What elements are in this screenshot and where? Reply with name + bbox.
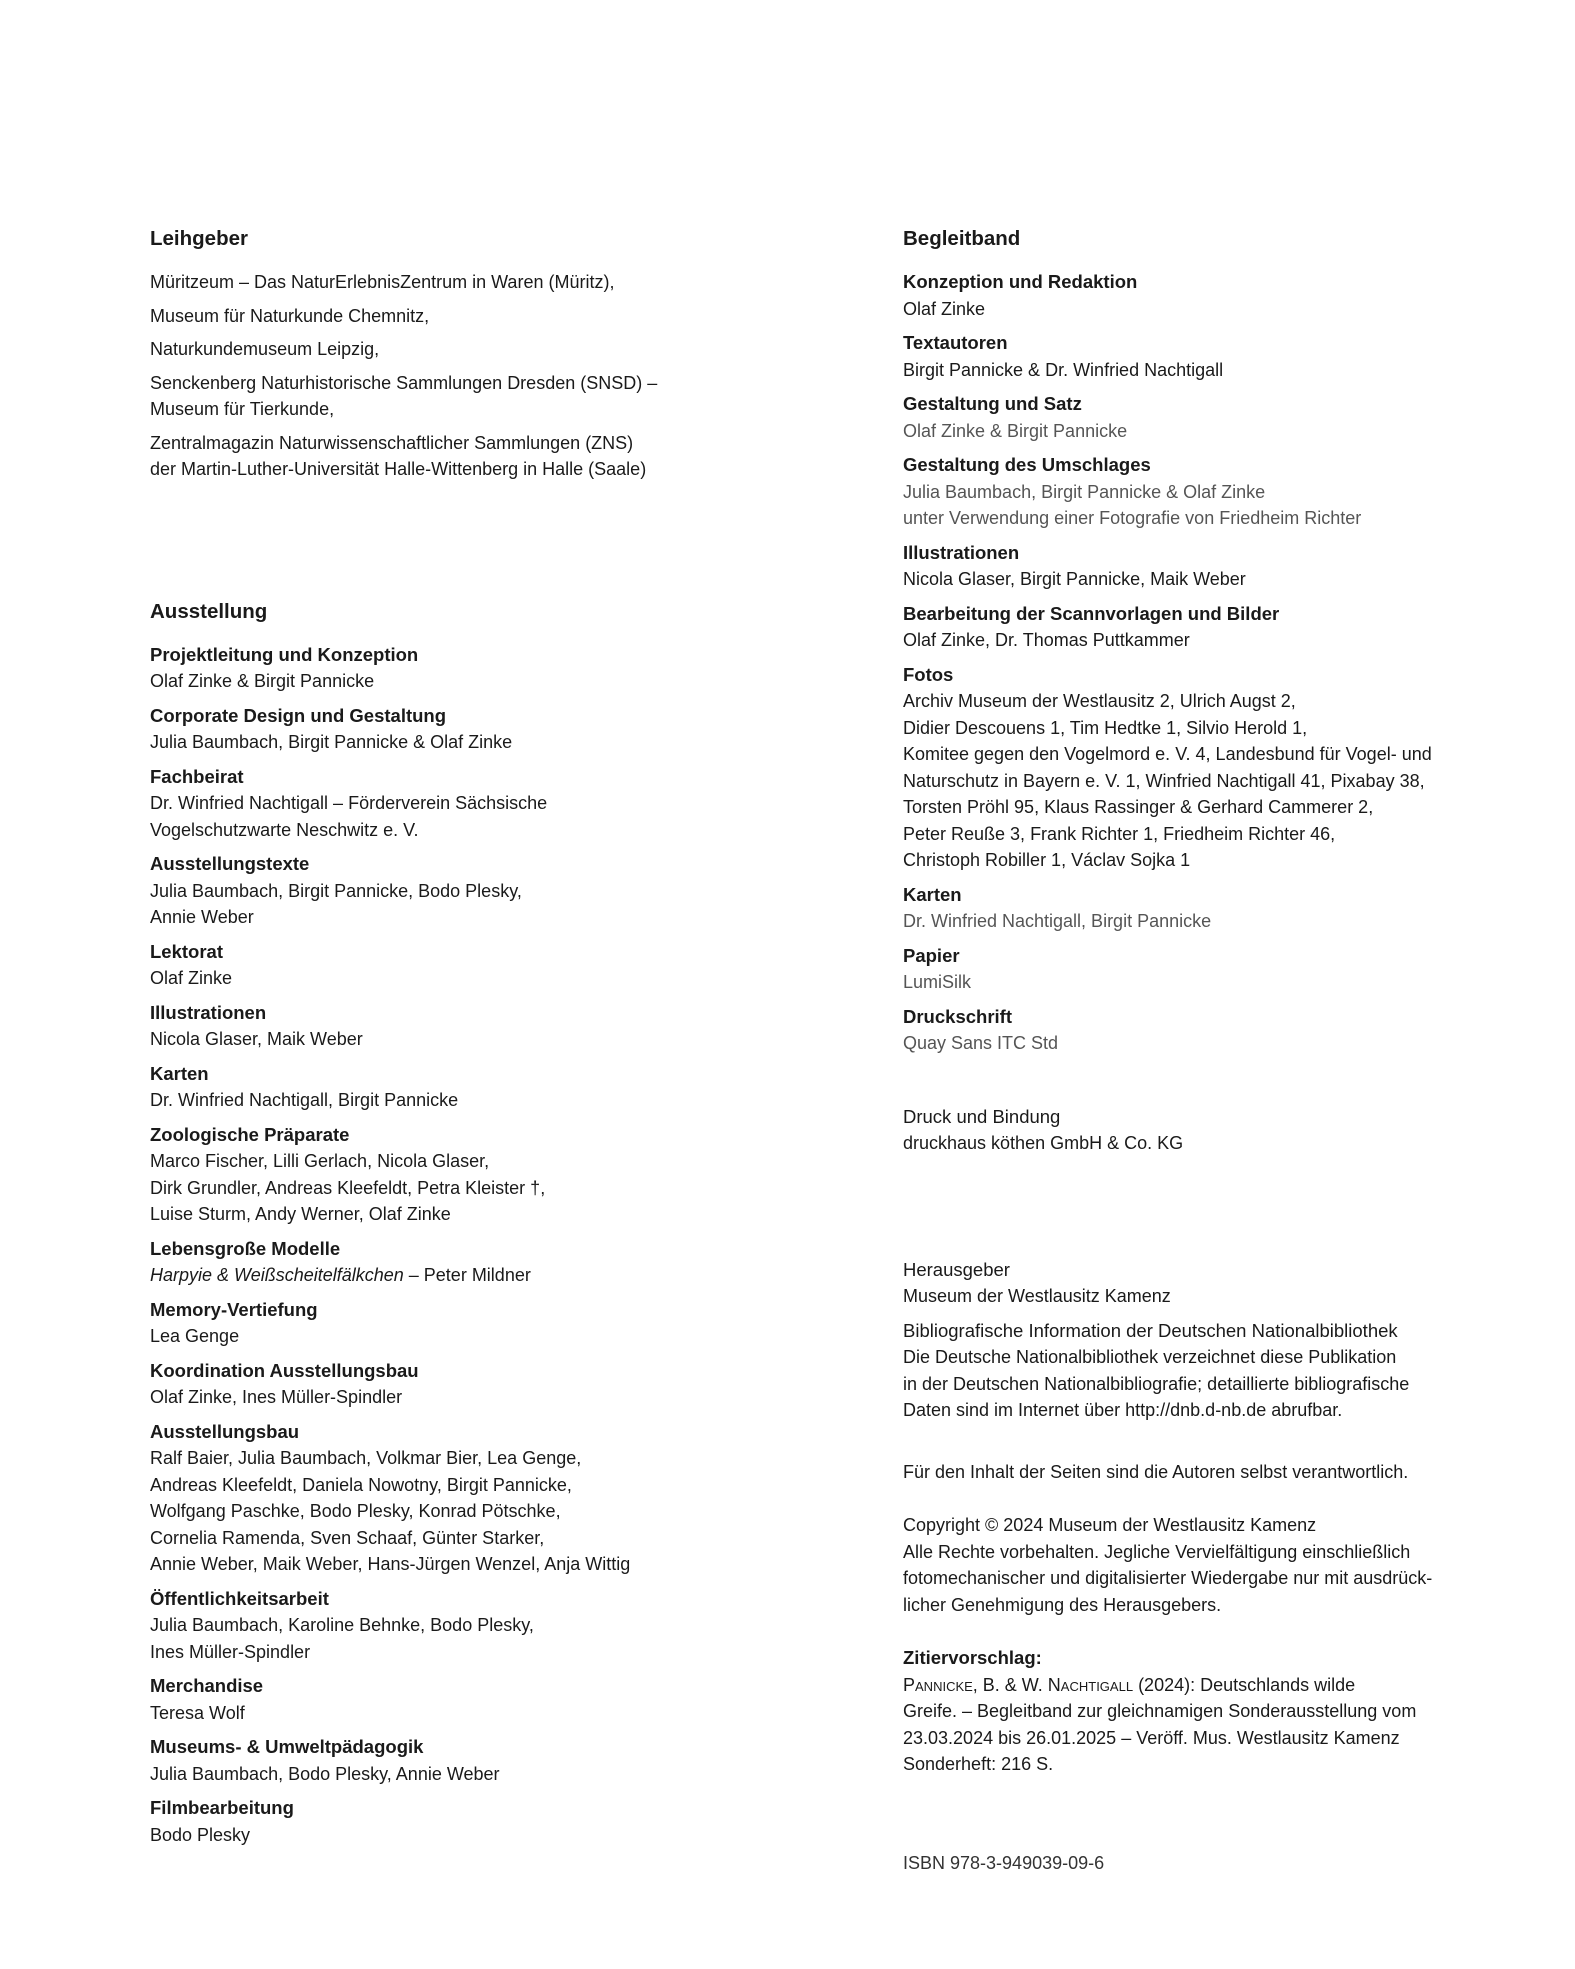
herausgeber-label: Herausgeber [903,1258,1010,1280]
credit-value: LumiSilk [903,972,972,992]
credit-value: Nicola Glaser, Birgit Pannicke, Maik Weber [903,569,1246,589]
credit-value: Julia Baumbach, Bodo Plesky, Annie Weber [150,1763,500,1784]
druck-label: Druck und Bindung [903,1105,1061,1127]
zitier-line-1 [903,1672,1503,1699]
ausstellung-list [150,642,750,1849]
zitier-authors: Pannicke, B. & W. Nachtigall [903,1674,1134,1695]
credit-section [150,1673,750,1726]
credit-label: Papier [903,944,960,966]
credit-value: Luise Sturm, Andy Werner, Olaf Zinke [150,1204,451,1224]
credit-section [903,391,1503,444]
credit-value: Julia Baumbach, Karoline Behnke, Bodo Plesky, [150,1615,534,1635]
credit-label: Museums- & Umweltpädagogik [150,1736,424,1757]
credit-section [903,452,1503,532]
credit-section [150,1734,750,1787]
credit-label: Bearbeitung der Scannvorlagen und Bilder [903,602,1280,624]
credit-value: Komitee gegen den Vogelmord e. V. 4, Landesbund für Vogel- und [903,744,1432,764]
bibliografie-section [903,1318,1503,1424]
lender-line: der Martin-Luther-Universität Halle-Wittenberg in Halle (Saale) [150,459,647,479]
bibliografie-line: in der Deutschen Nationalbibliografie; detaillierte bibliografische [903,1373,1410,1394]
credit-value: Julia Baumbach, Birgit Pannicke & Olaf Zinke [150,732,513,752]
credit-section [150,939,750,992]
lender-item [150,336,750,363]
credit-label: Karten [150,1062,209,1084]
credit-label: Filmbearbeitung [150,1797,294,1818]
druck-section [903,1104,1503,1157]
credit-value: Didier Descouens 1, Tim Hedtke 1, Silvio Herold 1, [903,717,1308,738]
credit-section [903,882,1503,935]
credit-value: Peter Reuße 3, Frank Richter 1, Friedheim Richter 46, [903,823,1336,844]
begleitband-block [903,226,1503,1057]
left-column [150,226,750,1856]
credit-value: Dr. Winfried Nachtigall, Birgit Pannicke [903,911,1212,931]
credit-value: Cornelia Ramenda, Sven Schaaf, Günter Starker, [150,1527,545,1548]
credit-value: Annie Weber [150,907,254,927]
zitier-line: 23.03.2024 bis 26.01.2025 – Veröff. Mus. Westlausitz Kamenz [903,1727,1400,1748]
bibliografie-line: Die Deutsche Nationalbibliothek verzeichnet diese Publikation [903,1347,1397,1367]
lender-line: Müritzeum – Das NaturErlebnisZentrum in Waren (Müritz), [150,272,615,292]
credit-section [150,1419,750,1578]
copyright-line: fotomechanischer und digitalisierter Wiedergabe nur mit ausdrück- [903,1568,1433,1588]
credit-value: Ralf Baier, Julia Baumbach, Volkmar Bier, Lea Genge, [150,1448,582,1468]
verantwortung-text: Für den Inhalt der Seiten sind die Autoren selbst verantwortlich. [903,1461,1409,1482]
credit-value: unter Verwendung einer Fotografie von Friedheim Richter [903,508,1362,528]
credit-section [150,703,750,756]
credit-value: Vogelschutzwarte Neschwitz e. V. [150,819,419,840]
credit-label: Corporate Design und Gestaltung [150,704,447,726]
zitier-year: (2024): Deutschlands wilde [1133,1674,1356,1695]
credit-label: Illustrationen [150,1001,267,1023]
credit-label: Merchandise [150,1675,264,1696]
credit-label: Druckschrift [903,1005,1012,1027]
credit-label: Ausstellungstexte [150,853,310,874]
credit-section [903,943,1503,996]
begleitband-heading: Begleitband [903,227,1021,250]
credit-label: Koordination Ausstellungsbau [150,1359,419,1381]
isbn: ISBN 978-3-949039-09-6 [903,1852,1105,1873]
credit-value: Christoph Robiller 1, Václav Sojka 1 [903,850,1191,870]
leihgeber-heading: Leihgeber [150,227,248,250]
leihgeber-block [150,226,750,483]
credit-value: Dr. Winfried Nachtigall, Birgit Pannicke [150,1090,459,1110]
credit-label: Lebensgroße Modelle [150,1237,341,1259]
ausstellung-heading: Ausstellung [150,599,268,623]
credit-label: Projektleitung und Konzeption [150,643,419,665]
bibliografie-label: Bibliografische Information der Deutschen Nationalbibliothek [903,1319,1398,1341]
credit-section [903,1004,1503,1057]
credit-value: Andreas Kleefeldt, Daniela Nowotny, Birgit Pannicke, [150,1474,572,1495]
lender-item [150,430,750,483]
credit-label: Lektorat [150,940,223,962]
credit-value: Naturschutz in Bayern e. V. 1, Winfried Nachtigall 41, Pixabay 38, [903,770,1425,791]
credit-section [150,1358,750,1411]
zitiervorschlag-block [903,1645,1503,1778]
copyright-line: licher Genehmigung des Herausgebers. [903,1594,1222,1615]
credit-section [903,269,1503,322]
credit-section [150,764,750,844]
credit-label: Textautoren [903,332,1008,353]
credit-value: Olaf Zinke & Birgit Pannicke [150,671,375,691]
herausgeber-value: Museum der Westlausitz Kamenz [903,1286,1171,1306]
credit-value: Dirk Grundler, Andreas Kleefeldt, Petra Kleister †, [150,1177,546,1198]
herausgeber-section [903,1257,1503,1310]
credit-label: Gestaltung und Satz [903,393,1082,414]
credit-section [903,601,1503,654]
credit-value: Olaf Zinke, Ines Müller-Spindler [150,1387,403,1407]
credit-value: Olaf Zinke & Birgit Pannicke [903,420,1128,441]
credit-section [150,1000,750,1053]
credit-value: Olaf Zinke [150,968,233,988]
lender-item [150,269,750,296]
credit-value: Ines Müller-Spindler [150,1641,311,1662]
lender-line: Museum für Tierkunde, [150,399,335,419]
lender-item [150,303,750,330]
lender-line: Naturkundemuseum Leipzig, [150,339,380,359]
credit-section [150,1236,750,1289]
credit-section [150,642,750,695]
lender-item [150,370,750,423]
right-column [903,226,1503,1876]
credit-value: Lea Genge [150,1326,240,1346]
credit-value: Torsten Pröhl 95, Klaus Rassinger & Gerhard Cammerer 2, [903,797,1374,817]
credit-label: Karten [903,883,962,905]
begleitband-list [903,269,1503,1057]
credit-label: Memory-Vertiefung [150,1298,318,1320]
credit-label: Ausstellungsbau [150,1420,300,1442]
zitier-line: Sonderheft: 216 S. [903,1754,1054,1774]
copyright-block [903,1512,1503,1618]
zitier-label: Zitiervorschlag: [903,1647,1042,1668]
credit-value-italic: Harpyie & Weißscheitelfälkchen [150,1265,404,1285]
credit-value-rest: – Peter Mildner [403,1265,531,1285]
credit-value: Annie Weber, Maik Weber, Hans-Jürgen Wenzel, Anja Wittig [150,1554,631,1574]
credit-value: Wolfgang Paschke, Bodo Plesky, Konrad Pötschke, [150,1501,561,1521]
credit-value: Dr. Winfried Nachtigall – Förderverein Sächsische [150,793,548,813]
credit-section [150,1586,750,1666]
credit-value: Bodo Plesky [150,1824,251,1845]
credit-label: Konzeption und Redaktion [903,271,1138,292]
ausstellung-block [150,599,750,1849]
credit-value: Julia Baumbach, Birgit Pannicke, Bodo Plesky, [150,880,522,901]
credit-value [150,1262,750,1289]
credit-section [150,1297,750,1350]
credit-label: Fotos [903,663,954,685]
credit-label: Illustrationen [903,541,1020,563]
credit-section [150,851,750,931]
lender-line: Zentralmagazin Naturwissenschaftlicher Sammlungen (ZNS) [150,432,634,453]
credit-section [903,330,1503,383]
copyright-line: Alle Rechte vorbehalten. Jegliche Vervielfältigung einschließlich [903,1541,1411,1562]
leihgeber-list [150,269,750,483]
credit-section [903,662,1503,874]
lender-line: Senckenberg Naturhistorische Sammlungen Dresden (SNSD) – [150,372,658,393]
credit-label: Fachbeirat [150,765,244,787]
credit-value: Archiv Museum der Westlausitz 2, Ulrich Augst 2, [903,691,1296,711]
druck-value: druckhaus köthen GmbH & Co. KG [903,1133,1184,1153]
credit-value: Quay Sans ITC Std [903,1033,1059,1053]
lender-line: Museum für Naturkunde Chemnitz, [150,305,430,326]
credit-label: Öffentlichkeitsarbeit [150,1587,329,1609]
zitier-line: Greife. – Begleitband zur gleichnamigen Sonderausstellung vom [903,1701,1417,1721]
credit-value: Olaf Zinke [903,298,986,319]
credit-value: Birgit Pannicke & Dr. Winfried Nachtigall [903,359,1224,380]
copyright-line: Copyright © 2024 Museum der Westlausitz Kamenz [903,1515,1317,1535]
credit-value: Teresa Wolf [150,1702,245,1723]
credit-label: Zoologische Präparate [150,1123,350,1145]
credit-value: Olaf Zinke, Dr. Thomas Puttkammer [903,630,1190,650]
credit-value: Julia Baumbach, Birgit Pannicke & Olaf Zinke [903,481,1266,502]
credit-section [903,540,1503,593]
credit-value: Nicola Glaser, Maik Weber [150,1029,363,1049]
credit-section [150,1061,750,1114]
credit-label: Gestaltung des Umschlages [903,454,1151,475]
credit-section [150,1795,750,1848]
credit-section [150,1122,750,1228]
bibliografie-line: Daten sind im Internet über http://dnb.d-nb.de abrufbar. [903,1400,1343,1420]
credit-value: Marco Fischer, Lilli Gerlach, Nicola Glaser, [150,1151,490,1171]
